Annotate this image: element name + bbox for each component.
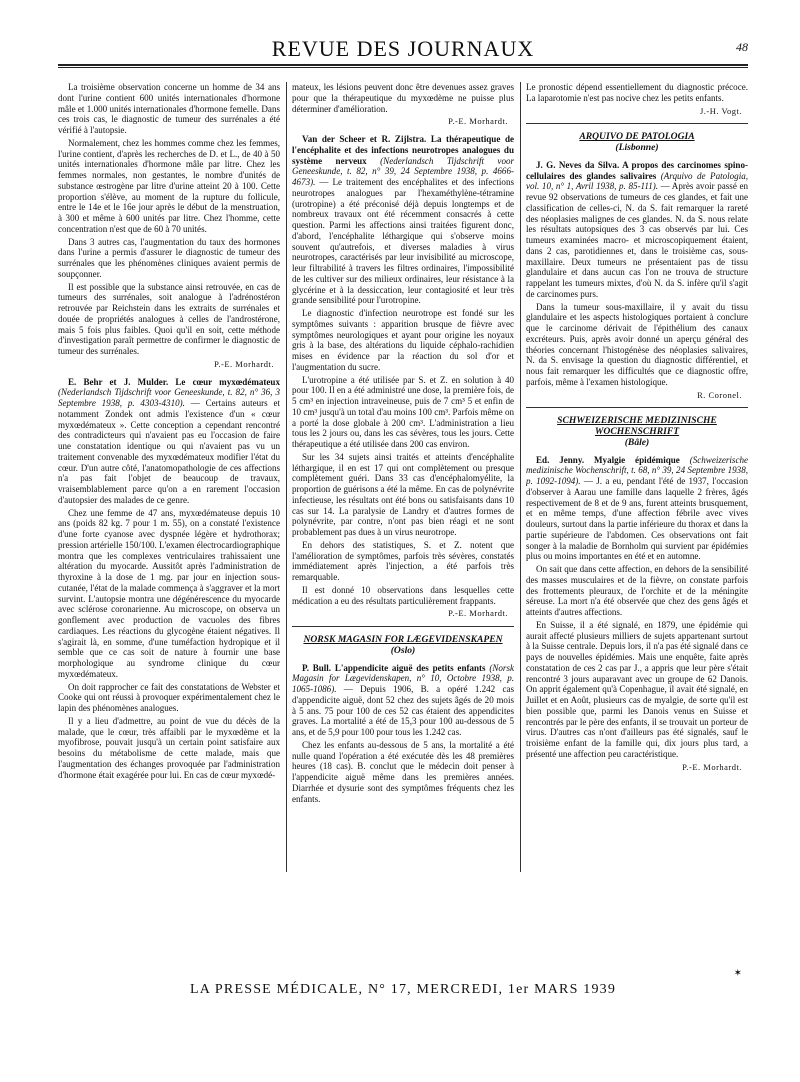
paragraph: Le pronostic dépend essentiellement du diagnostic précoce. La laparotomie n'est pas nocive chez les petits enfants. — [526, 82, 748, 103]
section-separator — [526, 123, 748, 124]
paragraph: En dehors des statistiques, S. et Z. notent que l'amélioration de symptômes, parfois très sévères, constatés immédiatement après l'injection, a été parfois très remarquable. — [292, 539, 514, 582]
column-divider — [286, 82, 287, 872]
article-source: (Arquivo de Patologia, vol. 10, n° 1, Avril 1938, p. 85-111). — [526, 170, 748, 192]
column-2 — [292, 82, 514, 862]
author-signature: J.-H. Vogt. — [699, 105, 742, 116]
paragraph: On doit rapprocher ce fait des constatations de Webster et Cooke qui ont réussi à provoquer expérimentalement chez le lapin des phénomènes analogues. — [58, 681, 280, 713]
article-text: — Depuis 1906, B. a opéré 1.242 cas d'appendicite aiguë, dont 52 chez des sujets âgés de 20 mois à 5 ans. 75 pour 100 de ces 52 cas étaient des appendicites graves. La mortalité a été de 15,3 pour 100 au-dessous de 5 ans, et de 5,9 pour 100 pour tous les 1.242 cas. — [292, 684, 514, 737]
article-intro — [292, 663, 514, 738]
journal-name: ARQUIVO DE PATOLOGIA — [579, 131, 695, 143]
author-signature: R. Coronel. — [697, 389, 742, 400]
article-columns — [58, 82, 748, 862]
author-signature: P.-E. Morhardt. — [448, 116, 508, 127]
publication-line: LA PRESSE MÉDICALE, N° 17, MERCREDI, 1er MARS 1939 — [189, 982, 617, 997]
journal-section-title: REVUE DES JOURNAUX — [271, 36, 535, 61]
journal-city: (Lisbonne) — [615, 142, 659, 153]
article-heading: J. G. Neves da Silva. A propos des carcinomes spino-cellulaires des glandes salivaires — [526, 159, 748, 181]
article-text: — Certains auteurs et notamment Zondek ont admis l'existence d'un « cœur myxœdémateux ». Cette conception a cependant rencontré des contradicteurs qui n'avaient pas eu l'occasion de faire une constatation identique ou qui n'avaient pas vu un traitement convenable des myxœdémateux modifier l'état du cœur. D'un autre côté, l'anatomopathologie de ces affections n'a pas fait l'objet de beaucoup de travaux, vraisemblablement parce qu'on a en rarement l'occasion d'autopsier des malades de ce genre. — [58, 398, 280, 505]
paragraph: Le diagnostic d'infection neurotrope est fondé sur les symptômes suivants : apparition brusque de fièvre avec symptômes neurologiques et ayant pour origine les noyaux gris à la base, des altérations du liquide céphalo-rachidien mises en évidence par la réaction du sol d'or et l'augmentation du sucre. — [292, 308, 514, 372]
paragraph: En Suisse, il a été signalé, en 1879, une épidémie qui aurait affecté plusieurs milliers de sujets appartenant surtout à la Suisse centrale. Depuis lors, il n'a pas été signalé dans ce pays de nouvelles épidémies. Mais une enquête, faite après constatation de ces 2 cas par J., a appris que leur père s'était rencontré 3 jours auparavant avec un groupe de 62 Danois. On apprit également qu'à Copenhague, il avait été signalé, en Juillet et en Août, plusieurs cas de myalgie, de sorte qu'il est bien possible que, parmi les Danois venus en Suisse et rencontrés par le père des enfants, il se trouvait un porteur de virus. D'autres cas n'ont d'ailleurs pas été signalés, sauf le troisième enfant de la famille qui, dix jours plus tard, a présenté une affection peu caractéristique. — [526, 619, 748, 759]
journal-city: (Oslo) — [390, 644, 416, 656]
journal-city: (Bâle) — [624, 436, 650, 448]
paragraph: Chez les enfants au-dessous de 5 ans, la mortalité a été nulle quand l'opération a été exécutée dès les 48 premières heures (18 cas). B. conclut que le médecin doit penser à l'appendicite aiguë même dans les premières années. Diarrhée et dysurie sont des symptômes fréquents chez les enfants. — [292, 739, 514, 804]
journal-name: SCHWEIZERISCHE MEDIZINISCHE WOCHENSCHRIFT — [557, 415, 717, 437]
paragraph: La troisième observation concerne un homme de 34 ans dont l'urine contient 600 unités internationales d'hormone mâle et 1.000 unités internationales d'hormone femelle. Dans ces trois cas, le diagnostic de tumeur des surrénales a été vérifié à l'autopsie. — [58, 82, 280, 135]
article-source: (Schweizerische medizinische Wochenschrift, t. 68, n° 39, 24 Septembre 1938, p. 1092-1094). — [526, 454, 748, 486]
paragraph: Chez une femme de 47 ans, myxœdémateuse depuis 10 ans (poids 82 kg. 7 pour 1 m. 55), on a constaté l'existence d'une forte cyanose avec dyspnée légère et hydrothorax; pression artérielle 150/100. L'examen électrocardiographique montra que les complexes ventriculaires trahissaient une altération du myocarde. Aussitôt après l'administration de thyroxine à la dose de 1 mg. par jour en injection sous-cutanée, l'état de la malade commença à s'aggraver et la mort survint. L'autopsie montra une dégénérescence du myocarde avec sclérose coronarienne. Au microscope, on observa un gonflement avec production de vacuoles des fibres cardiaques. Les réactions du glycogène étaient négatives. Il s'agirait là, en somme, d'une tuméfaction hydropique et il semble que ce cas soit de nature à fournir une base morphologique au syndrome clinique du cœur myxœdémateux. — [58, 507, 280, 679]
article-source: (Norsk Magasin for Lægevidenskapen, n° 10, Octobre 1938, p. 1065-1086). — [292, 662, 514, 694]
page-number: 48 — [736, 40, 748, 54]
article-intro — [526, 455, 748, 563]
paragraph: mateux, les lésions peuvent donc être devenues assez graves pour que la thérapeutique du myxœdème ne puisse plus déterminer d'amélioration. — [292, 82, 514, 114]
header-rule — [58, 64, 748, 66]
paragraph: L'urotropine a été utilisée par S. et Z. en solution à 40 pour 100. Il en a été administré une dose, la première fois, de 5 cm³ en injection intraveineuse, puis de 7 cm³ 5 et enfin de 10 cm³ jusqu'à un total d'au moins 100 cm³. Parfois même on a porté la dose globale à 200 cm³. L'administration a lieu tous les 2 jours ou, dans les cas sévères, tous les jours. Cette thérapeutique a été utilisée dans 200 cas environ. — [292, 374, 514, 449]
star-ornament-icon: ✶ — [733, 968, 742, 979]
article-text: — Après avoir passé en revue 92 observations de tumeurs de ces glandes, et fait une classification de celles-ci, N. da S. fait remarquer la rareté des néoplasies malignes de ces glandes. N. da S. nous relate les résultats autopsiques des 3 cas observés par lui. Ces tumeurs examinées macro- et microscopiquement étaient, dans 2 cas, parotidiennes et, dans le troisième cas, sous-maxillaire. Deux tumeurs ne présentaient pas de tissu glandulaire et dans aucun cas l'on ne trouva de structure rappelant les tumeurs mixtes, d'où N. da S. infère qu'il s'agit de carcinomes purs. — [526, 181, 748, 299]
column-3 — [526, 82, 748, 862]
article-heading: Ed. Jenny. Myalgie épidémique — [536, 454, 680, 465]
section-separator — [526, 407, 748, 408]
column-divider — [520, 82, 521, 872]
article-heading: P. Bull. L'appendicite aiguë des petits enfants — [302, 662, 486, 673]
article-text: — Le traitement des encéphalites et des infections neurotropes analogues par l'hexaméthylène-tétramine (urotropine) a été préconisé déjà depuis longtemps et de nombreux travaux ont été récemment consacrés à cette question. Parmi les affections ainsi traitées figurent donc, d'abord, l'encéphalite léthargique qui s'observe moins souvent qu'autrefois, et diverses maladies à virus neurotropes, caractérisés par leur invisibilité au microscope, leur filtrabilité à travers les filtres ordinaires, l'impossibilité de les cultiver sur des milieux ordinaires, leur résistance à la glycérine et à la dessiccation, leur contagiosité et leur très grande sensibilité pour l'urotropine. — [292, 177, 514, 306]
paragraph: Sur les 34 sujets ainsi traités et atteints d'encéphalite léthargique, il en est 17 qui ont complètement ou presque complètement guéri. Dans 33 cas d'encéphalomyélite, la proportion de guérisons a été la même. En cas de polynévrite infectieuse, les résultats ont été bons ou satisfaisants dans 10 cas sur 14. La paralysie de Landry et d'autres formes de polynévrite, par contre, n'ont pas bien réagi et ne sont probablement pas dues à un virus neurotrope. — [292, 451, 514, 537]
page-header — [58, 36, 748, 66]
paragraph: Normalement, chez les hommes comme chez les femmes, l'urine contient, d'après les recherches de D. et L., de 40 à 50 unités internationales d'hormone mâle par litre. Chez les femmes normales, non gestantes, le nombre d'unités de substance œstrogène par litre d'urine atteint 20 à 100. Cette proportion s'élève, au moment de la rupture du follicule, entre le 14e et le 16e jour après le début de la menstruation, à 300 et même à 600 unités par litre. Chez l'homme, cette concentration n'est que de 60 à 70 unités. — [58, 137, 280, 234]
paragraph: Dans 3 autres cas, l'augmentation du taux des hormones dans l'urine a permis d'assurer le diagnostic de tumeur des surrénales que les phénomènes cliniques avaient permis de soupçonner. — [58, 236, 280, 279]
author-signature: P.-E. Morhardt. — [448, 608, 508, 619]
page-footer — [58, 970, 748, 1010]
section-separator — [292, 626, 514, 627]
article-text: — J. a eu, pendant l'été de 1937, l'occasion d'observer à Aarau une famille dans laquelle 2 frères, âgés respectivement de 8 et de 9 ans, furent atteints brusquement, et en même temps, d'une affection fébrile avec vives douleurs, surtout dans la partie inférieure du thorax et dans la partie supérieure de l'abdomen. Ces observations ont fait songer à la maladie de Bornholm qui survient par épidémies plus ou moins importantes en été et en automne. — [526, 476, 748, 562]
article-source: (Nederlandsch Tijdschrift voor Geneeskunde, t. 82, n° 39, 24 Septembre 1938, p. 4666-4673). — [292, 155, 514, 187]
paragraph: Il est donné 10 observations dans lesquelles cette médication a eu des résultats particulièrement frappants. — [292, 584, 514, 606]
article-heading: E. Behr et J. Mulder. Le cœur myxœdémateux — [68, 376, 280, 387]
author-signature: P.-E. Morhardt. — [682, 761, 742, 772]
article-intro — [292, 134, 514, 306]
article-heading: Van der Scheer et R. Zijlstra. La thérapeutique de l'encéphalite et des infections neurotropes analogues du système nerveux — [292, 134, 514, 166]
column-1 — [58, 82, 280, 862]
article-source: (Nederlandsch Tijdschrift voor Geneeskunde, t. 82, n° 36, 3 Septembre 1938, p. 4303-4310). — [58, 387, 280, 408]
paragraph: Il est possible que la substance ainsi retrouvée, en cas de tumeurs des surrénales, soit analogue à l'adrénostéron retrouvée par Reichstein dans les extraits de surrénales et douée de propriétés analogues à celles de l'androstérone, mais 5 fois plus faibles. Quoi qu'il en soit, cette méthode d'investigation paraît permettre de confirmer le diagnostic de tumeur des surrénales. — [58, 281, 280, 356]
paragraph: On sait que dans cette affection, en dehors de la sensibilité des masses musculaires et de la fièvre, on constate parfois des frottements pleuraux, de l'orchite et de la méningite séreuse. La mort n'a été observée que chez des gens âgés et atteints d'autres affections. — [526, 564, 748, 617]
author-signature: P.-E. Morhardt. — [214, 358, 274, 369]
header-rule-thin — [58, 67, 748, 68]
article-intro — [526, 160, 748, 300]
paragraph: Dans la tumeur sous-maxillaire, il y avait du tissu glandulaire et les aspects histologiques portaient à conclure que le carcinome dérivait de l'épithélium des canaux excréteurs. Puis, après avoir donné un aperçu général des théories concernant l'histogénèse des néoplasies salivaires, N. da S. envisage la question du diagnostic différentiel, et nous fait remarquer les difficultés que ce diagnostic offre, parfois, même à l'examen histologique. — [526, 301, 748, 387]
article-intro — [58, 377, 280, 506]
paragraph: Il y a lieu d'admettre, au point de vue du décès de la malade, que le cœur, très affaibli par le myxœdème et la myofibrose, pouvait jusqu'à un certain point satisfaire aux besoins du métabolisme de cette malade, mais que l'augmentation des échanges provoquée par l'administration d'hormone était exagérée pour lui. En cas de cœur myxœdé- — [58, 715, 280, 780]
journal-name: NORSK MAGASIN FOR LÆGEVIDENSKAPEN — [303, 634, 503, 645]
